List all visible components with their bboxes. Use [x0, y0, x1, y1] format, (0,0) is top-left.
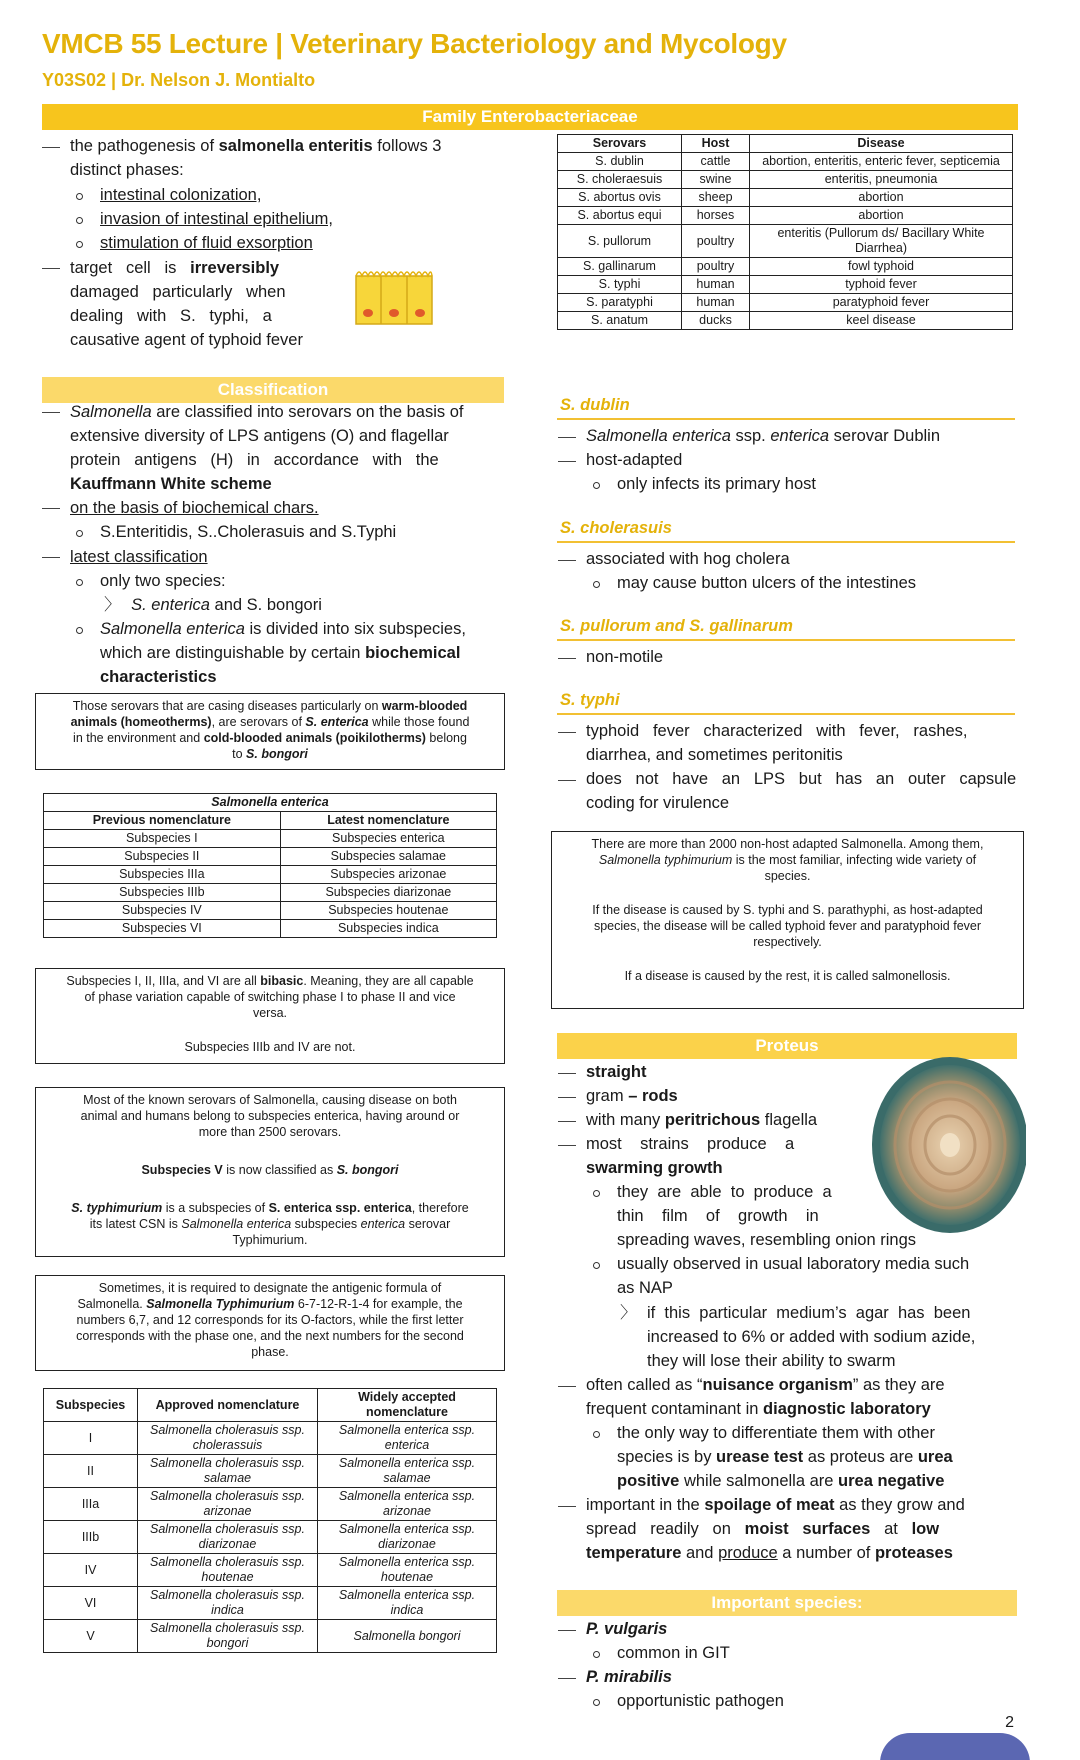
table-row: S. gallinarum poultry fowl typhoid: [558, 258, 1013, 276]
table-row: S. anatum ducks keel disease: [558, 312, 1013, 330]
section-heading: S. typhi: [560, 691, 620, 709]
epithelial-cells-illustration: [352, 266, 436, 326]
table-row: S. dublin cattle abortion, enteritis, enteric fever, septicemia: [558, 153, 1013, 171]
section-heading: S. pullorum and S. gallinarum: [560, 617, 793, 635]
table-row: Subspecies IIIa Subspecies arizonae: [44, 866, 497, 884]
phase-item: stimulation of fluid exsorption: [100, 234, 313, 252]
section-heading: S. dublin: [560, 396, 630, 414]
proteus-swarming-plate-image: [866, 1055, 1026, 1235]
table-row: S. pullorum poultry enteritis (Pullorum ds/ Bacillary White Diarrhea): [558, 225, 1013, 258]
antigenic-formula-note: Sometimes, it is required to designate the antigenic formula of Salmonella. Salmonella Typhimurium 6-7-12-R-1-4 for example, the numbers 6,7, and 12 corresponds for its O-factors, while the first letter corresponds with the phase one, and the next numbers for the second phase.: [35, 1275, 505, 1371]
table-row: IV Salmonella cholerasuis ssp. houtenae Salmonella enterica ssp. houtenae: [44, 1554, 497, 1587]
subspecies-table: Subspecies Approved nomenclature Widely accepted nomenclature I Salmonella cholerasuis ssp. cholerassuis Salmonella enterica ssp. enterica II Salmonella cholerasuis ssp. salamae Salmonella enterica ssp. salamae IIIa Salmonella cholerasuis ssp. arizonae Salmonella enterica ssp. arizonae IIIb Salmonella cholerasuis ssp. diarizonae Salmonella enterica ssp. diarizonae IV Salmonella cholerasuis ssp. houtenae Salmonella enterica ssp. houtenae VI Salmonella cholerasuis ssp. indica Salmonella enterica ssp. indica V Salmonella cholerasuis ssp. bongori Salmonella bongori: [43, 1388, 497, 1653]
host-adapted-note: There are more than 2000 non-host adapted Salmonella. Among them, Salmonella typhimurium is the most familiar, infecting wide variety of species. If the disease is caused by S. typhi and S. parathyphi, as host-adapted species, the disease will be called typhoid fever and paratyphoid fever respectively. If a disease is caused by the rest, it is called salmonellosis.: [551, 831, 1024, 1009]
table-row: IIIb Salmonella cholerasuis ssp. diarizonae Salmonella enterica ssp. diarizonae: [44, 1521, 497, 1554]
target-cell-text: target cell is irreversibly: [70, 259, 280, 277]
page-subtitle: Y03S02 | Dr. Nelson J. Montialto: [42, 70, 316, 90]
table-row: VI Salmonella cholerasuis ssp. indica Salmonella enterica ssp. indica: [44, 1587, 497, 1620]
section-heading: S. cholerasuis: [560, 519, 672, 537]
table-row: S. choleraesuis swine enteritis, pneumonia: [558, 171, 1013, 189]
table-row: S. abortus ovis sheep abortion: [558, 189, 1013, 207]
serovar-note: Most of the known serovars of Salmonella, causing disease on both animal and humans belong to subspecies enterica, having around or more than 2500 serovars. Subspecies V is now classified as S. bongori S. typhimurium is a subspecies of S. enterica ssp. enterica, therefore its latest CSN is Salmonella enterica subspecies enterica serovar Typhimurium.: [35, 1087, 505, 1257]
table-row: S. abortus equi horses abortion: [558, 207, 1013, 225]
table-row: V Salmonella cholerasuis ssp. bongori Salmonella bongori: [44, 1620, 497, 1653]
table-caption: Salmonella enterica: [44, 794, 497, 812]
table-row: Subspecies IV Subspecies houtenae: [44, 902, 497, 920]
table-row: S. paratyphi human paratyphoid fever: [558, 294, 1013, 312]
table-row: IIIa Salmonella cholerasuis ssp. arizonae Salmonella enterica ssp. arizonae: [44, 1488, 497, 1521]
table-row: I Salmonella cholerasuis ssp. cholerassuis Salmonella enterica ssp. enterica: [44, 1422, 497, 1455]
page-number: 2: [1005, 1714, 1014, 1731]
table-row: II Salmonella cholerasuis ssp. salamae Salmonella enterica ssp. salamae: [44, 1455, 497, 1488]
table-row: Subspecies VI Subspecies indica: [44, 920, 497, 938]
family-section-bar: Family Enterobacteriaceae: [42, 104, 1018, 130]
table-row: Subspecies I Subspecies enterica: [44, 830, 497, 848]
important-species-bar: Important species:: [557, 1590, 1017, 1616]
scroll-handle[interactable]: [880, 1733, 1030, 1760]
proteus-bar: Proteus: [557, 1033, 1017, 1059]
phase-item: invasion of intestinal epithelium,: [100, 210, 333, 228]
serovar-table: Serovars Host Disease S. dublin cattle abortion, enteritis, enteric fever, septicemia S. choleraesuis swine enteritis, pneumonia S. abortus ovis sheep abortion S. abortus equi horses abortion S. pullorum poultry enteritis (Pullorum ds/ Bacillary White Diarrhea) S. gallinarum poultry fowl typhoid S. typhi human typhoid fever S. paratyphi human paratyphoid fever S. anatum ducks keel disease: [557, 134, 1013, 330]
table-row: S. typhi human typhoid fever: [558, 276, 1013, 294]
bibasic-note: Subspecies I, II, IIIa, and VI are all bibasic. Meaning, they are all capable of phase variation capable of switching phase I to phase II and vice versa. Subspecies IIIb and IV are not.: [35, 968, 505, 1064]
warm-blooded-note: Those serovars that are casing diseases particularly on warm-blooded animals (homeotherms), are serovars of S. enterica while those found in the environment and cold-blooded animals (poikilotherms) belong to S. bongori: [35, 693, 505, 770]
table-row: Subspecies II Subspecies salamae: [44, 848, 497, 866]
page-title: VMCB 55 Lecture | Veterinary Bacteriology and Mycology: [42, 28, 787, 59]
classification-bar: Classification: [42, 377, 504, 403]
table-row: Subspecies IIIb Subspecies diarizonae: [44, 884, 497, 902]
nomenclature-table: Salmonella enterica Previous nomenclature Latest nomenclature Subspecies I Subspecies enterica Subspecies II Subspecies salamae Subspecies IIIa Subspecies arizonae Subspecies IIIb Subspecies diarizonae Subspecies IV Subspecies houtenae Subspecies VI Subspecies indica: [43, 793, 497, 938]
phase-item: intestinal colonization,: [100, 186, 262, 204]
pathogenesis-lead: the pathogenesis of salmonella enteritis follows 3: [70, 137, 442, 155]
